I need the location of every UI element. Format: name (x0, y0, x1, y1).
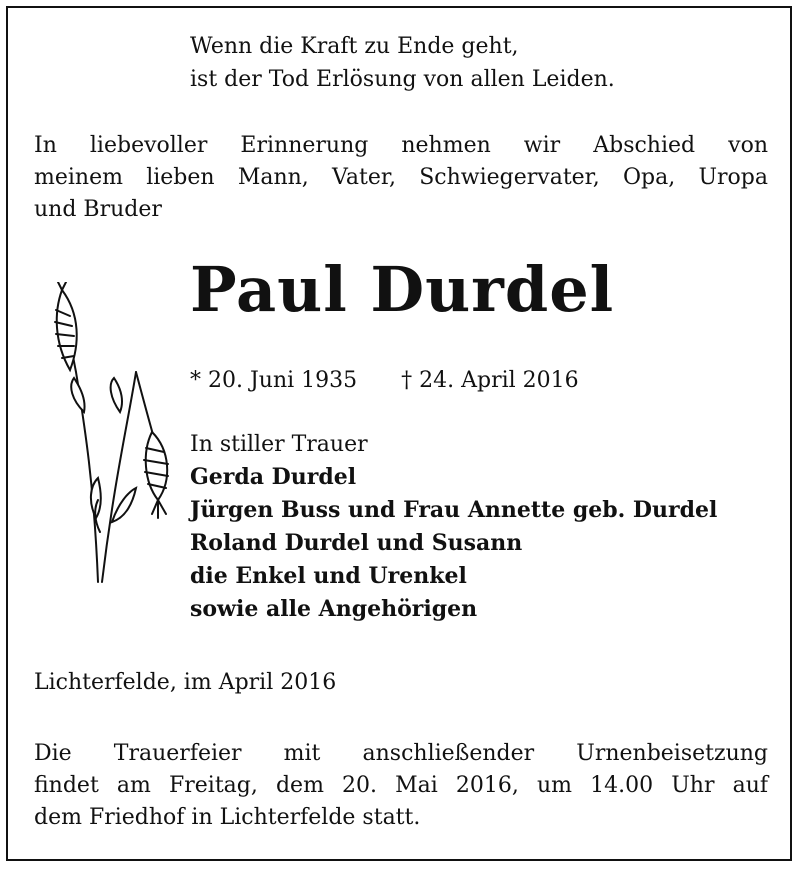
place-date: Lichterfelde, im April 2016 (34, 670, 337, 695)
birth-date: * 20. Juni 1935 (190, 368, 358, 393)
funeral-notice (34, 738, 768, 834)
intro-line-2: meinem lieben Mann, Vater, Schwiegervater, Opa, Uropa (34, 165, 768, 190)
notice-line-1: Die Trauerfeier mit anschließender Urnenbeisetzung (34, 741, 768, 766)
mourners-heading: In stiller Trauer (190, 432, 368, 457)
mourners-block (190, 428, 717, 626)
wheat-icon (40, 282, 180, 592)
intro-line-1: In liebevoller Erinnerung nehmen wir Abschied von (34, 133, 768, 158)
motto-line-1: Wenn die Kraft zu Ende geht, (190, 34, 519, 59)
deceased-name: Paul Durdel (190, 253, 615, 326)
mourner-name: Gerda Durdel (190, 464, 357, 490)
life-dates (190, 366, 579, 396)
death-date: † 24. April 2016 (401, 368, 579, 393)
mourner-name: die Enkel und Urenkel (190, 563, 467, 589)
motto-line-2: ist der Tod Erlösung von allen Leiden. (190, 67, 615, 92)
motto (190, 30, 615, 96)
mourner-name: sowie alle Angehörigen (190, 596, 478, 622)
mourner-name: Roland Durdel und Susann (190, 530, 523, 556)
intro-text (34, 130, 768, 226)
mourner-name: Jürgen Buss und Frau Annette geb. Durdel (190, 497, 718, 523)
intro-line-3: und Bruder (34, 197, 162, 222)
notice-line-3: dem Friedhof in Lichterfelde statt. (34, 805, 421, 830)
notice-line-2: findet am Freitag, dem 20. Mai 2016, um 14.00 Uhr auf (34, 773, 768, 798)
